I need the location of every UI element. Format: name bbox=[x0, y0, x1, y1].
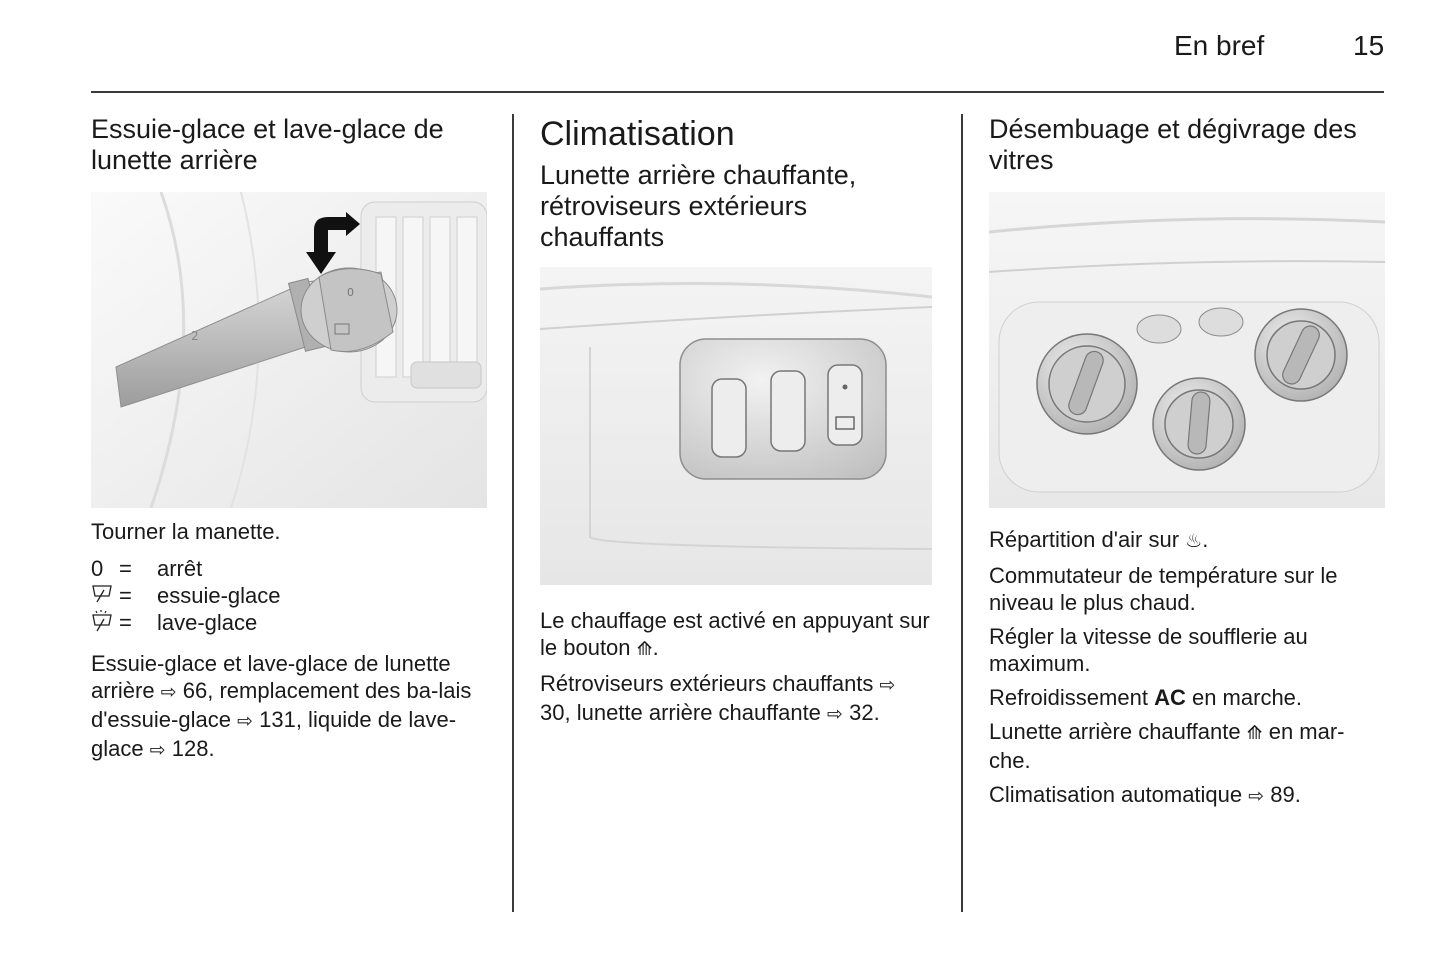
ref-arrow-icon: ⇨ bbox=[1248, 786, 1265, 807]
legend-value-washer: lave-glace bbox=[157, 610, 258, 635]
wiper-symbol-icon bbox=[91, 582, 119, 609]
svg-text:2: 2 bbox=[191, 329, 199, 343]
heated-mirror-paragraph: Rétroviseurs extérieurs chauffants ⇨ 30, lunette arrière chauffante ⇨ 32. bbox=[540, 671, 896, 725]
ref-link-32[interactable]: 32 bbox=[849, 700, 874, 725]
legend-row-wiper bbox=[91, 582, 487, 609]
defrost-heading: Désembuage et dégivrage des vitres bbox=[989, 114, 1357, 175]
legend-value-off: arrêt bbox=[157, 556, 203, 581]
ref-arrow-icon: ⇨ bbox=[160, 682, 177, 703]
defrost-step-1: Répartition d'air sur ♨. bbox=[989, 527, 1209, 552]
wiper-stalk-illustration bbox=[91, 192, 487, 508]
ref-link-30[interactable]: 30 bbox=[540, 700, 565, 725]
ref-arrow-icon: ⇨ bbox=[237, 711, 253, 732]
page-header bbox=[0, 0, 1445, 95]
column-wiper bbox=[91, 114, 487, 771]
heated-rear-heading: Lunette arrière chauffante, rétroviseurs extérieurs chauffants bbox=[540, 160, 857, 252]
wiper-heading: Essuie-glace et lave-glace de lunette arrière bbox=[91, 114, 444, 175]
defrost-step-6: Climatisation automatique ⇨ 89. bbox=[989, 782, 1301, 807]
windscreen-defrost-icon: ♨ bbox=[1185, 531, 1203, 552]
column-climate bbox=[540, 114, 932, 735]
ref-link-89[interactable]: 89 bbox=[1270, 782, 1295, 807]
ref-arrow-icon: ⇨ bbox=[149, 740, 166, 761]
defrost-step-5: Lunette arrière chauffante ⟰ en mar-che. bbox=[989, 719, 1345, 773]
heated-rear-button-illustration bbox=[540, 267, 932, 585]
section-title: En bref bbox=[1174, 30, 1265, 61]
climate-controls-illustration bbox=[989, 192, 1385, 508]
column-divider-2 bbox=[961, 114, 963, 912]
defrost-step-2: Commutateur de température sur le niveau le plus chaud. bbox=[989, 563, 1338, 615]
ref-link-131[interactable]: 131 bbox=[259, 707, 296, 732]
wiper-legend bbox=[91, 555, 487, 636]
climate-title: Climatisation bbox=[540, 115, 735, 153]
ref-arrow-icon: ⇨ bbox=[827, 704, 843, 725]
wiper-instruction: Tourner la manette. bbox=[91, 519, 281, 544]
legend-key-off: 0 bbox=[91, 556, 104, 581]
ref-link-128[interactable]: 128 bbox=[171, 736, 209, 761]
legend-eq: = bbox=[119, 610, 132, 635]
page-number: 15 bbox=[1353, 30, 1385, 61]
legend-value-wiper: essuie-glace bbox=[157, 583, 281, 608]
legend-row-off bbox=[91, 555, 487, 582]
defrost-step-4: Refroidissement AC en marche. bbox=[989, 685, 1303, 710]
heated-rear-paragraph: Le chauffage est activé en appuyant sur le bouton ⟰. bbox=[540, 608, 930, 660]
column-defrost bbox=[989, 114, 1385, 817]
rear-window-heat-icon: ⟰ bbox=[636, 639, 653, 660]
rear-window-heat-icon: ⟰ bbox=[1246, 723, 1263, 744]
washer-symbol-icon bbox=[91, 609, 119, 636]
defrost-step-3: Régler la vitesse de soufflerie au maximum. bbox=[989, 624, 1308, 676]
legend-eq: = bbox=[119, 583, 132, 608]
legend-eq: = bbox=[119, 556, 132, 581]
ref-link-66[interactable]: 66 bbox=[182, 678, 208, 703]
svg-text:0: 0 bbox=[347, 286, 354, 299]
column-divider-1 bbox=[512, 114, 514, 912]
ac-label: AC bbox=[1154, 685, 1186, 710]
wiper-references: Essuie-glace et lave-glace de lunette arrière ⇨ 66, remplacement des ba-lais d'essuie-glace ⇨ 131, liquide de lave-glace ⇨ 128. bbox=[91, 651, 472, 761]
legend-row-washer bbox=[91, 609, 487, 636]
header-rule bbox=[91, 91, 1384, 93]
ref-arrow-icon: ⇨ bbox=[879, 675, 896, 696]
